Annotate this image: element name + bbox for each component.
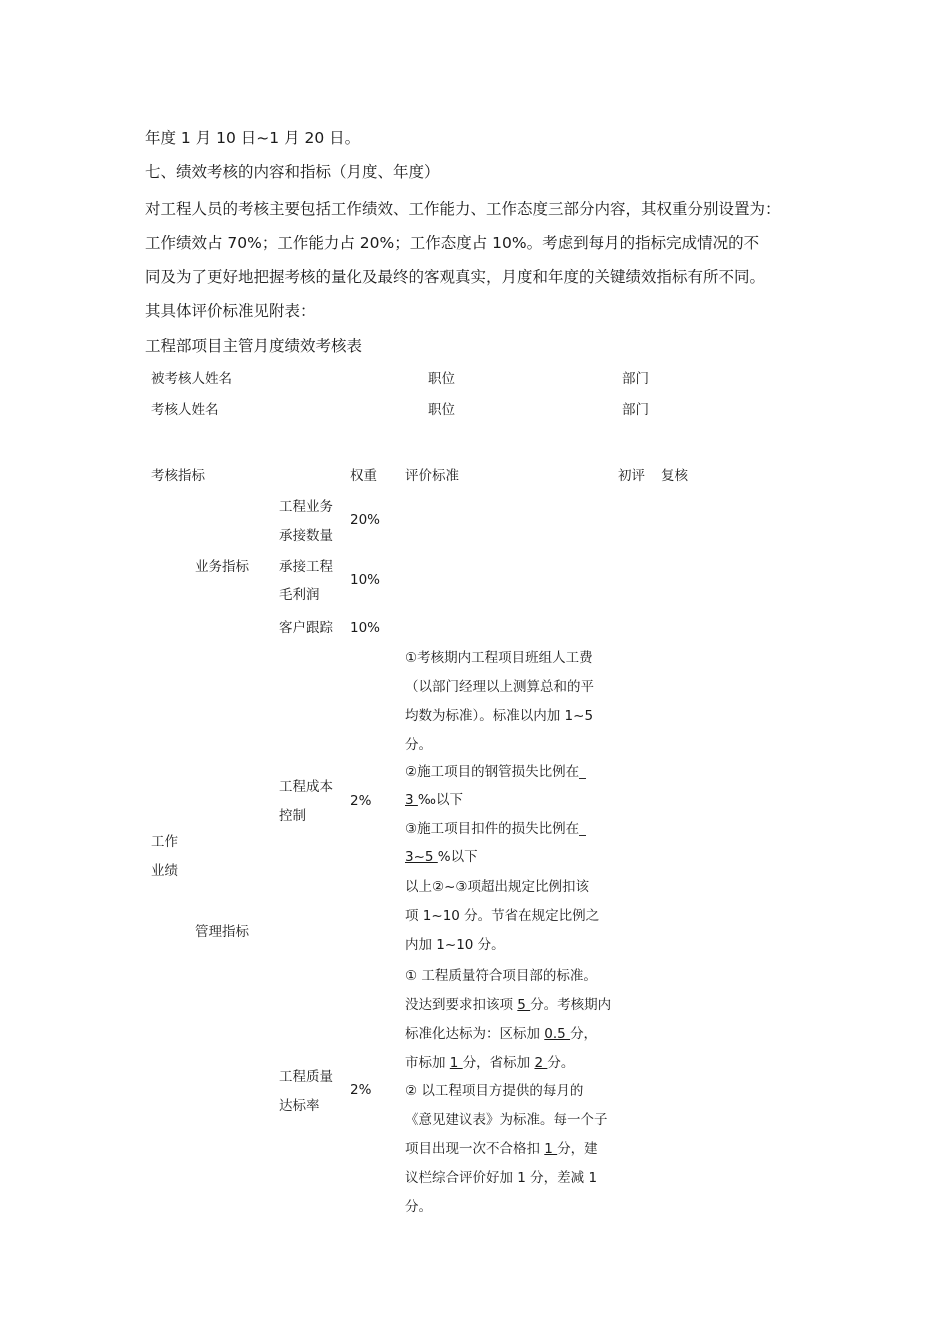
cost-criteria-line: 分。: [405, 737, 432, 753]
col-header-initial: 初评: [618, 468, 645, 484]
assessor-name-label: 考核人姓名: [151, 402, 219, 418]
quality-criteria-line: [405, 1049, 574, 1078]
cost-criteria-text: ③施工项目扣件的损失比例在: [405, 821, 580, 837]
row1-weight: 20%: [350, 512, 381, 528]
steel-pipe-loss-value: 3: [405, 792, 418, 808]
blank-marker: _: [579, 821, 586, 837]
province-standard-value: 2: [534, 1055, 548, 1071]
cost-criteria-line: 均数为标准）。标准以内加 1~5: [405, 708, 594, 724]
city-standard-value: 1: [449, 1055, 463, 1071]
col-header-criteria: 评价标准: [405, 468, 459, 484]
quality-criteria-text: 分，省标加: [462, 1055, 535, 1071]
quality-criteria-text: 分。: [547, 1055, 575, 1071]
intro-line-4: 工作绩效占 70%；工作能力占 20%；工作态度占 10%。考虑到每月的指标完成情况的不: [145, 234, 760, 252]
intro-line-6: 其具体评价标准见附表：: [145, 302, 316, 320]
row1-name-1: 工程业务: [279, 499, 333, 515]
assessor-position-label: 职位: [428, 402, 455, 418]
assessee-name-label: 被考核人姓名: [151, 371, 232, 387]
quality-criteria-text: 市标加: [405, 1055, 450, 1071]
section-heading: 七、绩效考核的内容和指标（月度、年度）: [145, 163, 440, 181]
row2-name-2: 毛利润: [279, 587, 320, 603]
row5-name-2: 达标率: [279, 1098, 320, 1114]
blank-marker: _: [579, 764, 586, 780]
quality-criteria-line: 《意见建议表》为标准。每一个子: [405, 1112, 608, 1128]
cost-criteria-text: %以下: [437, 849, 478, 865]
quality-criteria-line: 分。: [405, 1199, 432, 1215]
row4-name-1: 工程成本: [279, 779, 333, 795]
cost-criteria-line: （以部门经理以上测算总和的平: [405, 679, 594, 695]
quality-criteria-text: 项目出现一次不合格扣: [405, 1141, 545, 1157]
cost-criteria-line: 项 1~10 分。节省在规定比例之: [405, 908, 600, 924]
cost-criteria-line: ①考核期内工程项目班组人工费: [405, 650, 593, 666]
quality-criteria-line: ① 工程质量符合项目部的标准。: [405, 968, 597, 984]
intro-line-1: 年度 1 月 10 日~1 月 20 日。: [145, 129, 361, 147]
assessee-position-label: 职位: [428, 371, 455, 387]
row3-name: 客户跟踪: [279, 620, 333, 636]
fail-deduction-value: 1: [544, 1141, 558, 1157]
cost-criteria-text: ②施工项目的钢管损失比例在: [405, 764, 580, 780]
quality-criteria-line: [405, 1135, 598, 1164]
deduction-value: 5: [517, 997, 531, 1013]
row4-name-2: 控制: [279, 808, 306, 824]
quality-criteria-line: ② 以工程项目方提供的每月的: [405, 1083, 584, 1099]
col-header-weight: 权重: [350, 468, 377, 484]
row1-name-2: 承接数量: [279, 528, 333, 544]
quality-criteria-text: 分，建: [557, 1141, 598, 1157]
table-title: 工程部项目主管月度绩效考核表: [145, 337, 363, 355]
district-standard-value: 0.5: [544, 1026, 571, 1042]
intro-line-3: 对工程人员的考核主要包括工作绩效、工作能力、工作态度三部分内容，其权重分别设置为：: [145, 200, 781, 218]
quality-criteria-line: [405, 991, 611, 1020]
cost-criteria-line: [405, 843, 478, 872]
row5-weight: 2%: [350, 1082, 372, 1098]
assessee-department-label: 部门: [622, 371, 649, 387]
group-work-performance-2: 业绩: [151, 863, 178, 879]
intro-line-5: 同及为了更好地把握考核的量化及最终的客观真实，月度和年度的关键绩效指标有所不同。: [145, 268, 766, 286]
quality-criteria-text: 标准化达标为：区标加: [405, 1026, 545, 1042]
group-business: 业务指标: [195, 559, 249, 575]
quality-criteria-line: 议栏综合评价好加 1 分，差减 1: [405, 1170, 598, 1186]
quality-criteria-line: [405, 1020, 597, 1049]
row5-name-1: 工程质量: [279, 1069, 333, 1085]
row2-name-1: 承接工程: [279, 559, 333, 575]
col-header-review: 复核: [661, 468, 688, 484]
row4-weight: 2%: [350, 793, 372, 809]
group-management: 管理指标: [195, 924, 249, 940]
group-work-performance-1: 工作: [151, 834, 178, 850]
cost-criteria-text: ‰以下: [417, 792, 464, 808]
cost-criteria-line: [405, 758, 586, 787]
cost-criteria-line: 以上②~③项超出规定比例扣该: [405, 879, 590, 895]
col-header-indicator: 考核指标: [151, 468, 205, 484]
cost-criteria-line: [405, 786, 463, 815]
cost-criteria-line: 内加 1~10 分。: [405, 937, 505, 953]
fastener-loss-value: 3~5: [405, 849, 438, 865]
assessor-department-label: 部门: [622, 402, 649, 418]
row2-weight: 10%: [350, 572, 381, 588]
row3-weight: 10%: [350, 620, 381, 636]
quality-criteria-text: 分。考核期内: [530, 997, 612, 1013]
quality-criteria-text: 分，: [570, 1026, 598, 1042]
cost-criteria-line: [405, 815, 586, 844]
quality-criteria-text: 没达到要求扣该项: [405, 997, 518, 1013]
